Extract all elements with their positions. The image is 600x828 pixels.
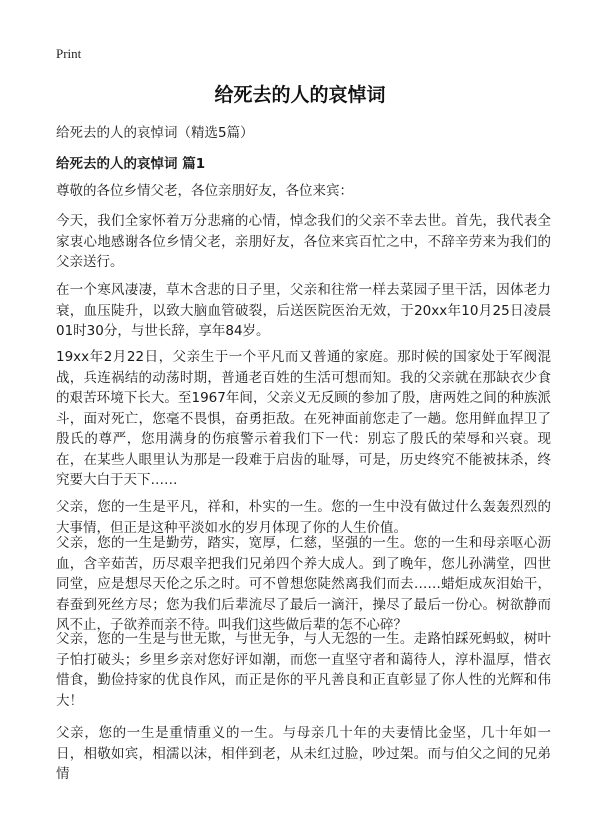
paragraph: 在一个寒风凄凄，草木含悲的日子里，父亲和往常一样去菜园子里干活，因体老力衰，血压陡升，以致大脑血管破裂，后送医院医治无效，于20xx年10月25日凌晨01时30分，与世长辞，享年84岁。 (56, 282, 551, 339)
document-title: 给死去的人的哀悼词 (214, 84, 386, 106)
paragraph: 父亲，您的一生是重情重义的一生。与母亲几十年的夫妻情比金坚，几十年如一日，相敬如宾，相濡以沫，相伴到老，从未红过脸，吵过架。而与伯父之间的兄弟情 (56, 725, 551, 782)
section-heading: 给死去的人的哀悼词 篇1 (56, 156, 206, 172)
paragraph: 父亲，您的一生是平凡，祥和，朴实的一生。您的一生中没有做过什么轰轰烈烈的大事情，但正是这种平淡如水的岁月体现了你的人生价值。 (56, 499, 551, 536)
paragraph: 19xx年2月22日，父亲生于一个平凡而又普通的家庭。那时候的国家处于军阀混战，兵连祸结的动荡时期，普通老百姓的生活可想而知。我的父亲就在那缺衣少食的艰苦环境下长大。至1967年间，父亲义无反顾的参加了殷，唐两姓之间的种族派斗，面对死亡，您毫不畏惧，奋勇拒敌。在死神面前您走了一趟。您用鲜血捍卫了殷氏的尊严，您用满身的伤痕警示着我们下一代：别忘了殷氏的荣辱和兴衰。现在，在某些人眼里认为那是一段难于启齿的耻辱，可是，历史终究不能被抹杀，终究要大白于天下…… (56, 349, 551, 488)
paragraph-greeting: 尊敬的各位乡情父老，各位亲朋好友，各位来宾： (56, 183, 353, 199)
print-label: Print (56, 46, 82, 61)
paragraph: 父亲，您的一生是勤劳，踏实，宽厚，仁慈，坚强的一生。您的一生和母亲呕心沥血，含辛茹苦，历尽艰辛把我们兄弟四个养大成人。到了晚年，您儿孙满堂，四世同堂，应是想尽天伦之乐之时。可不曾想您陡然离我们而去……蜡炬成灰泪始干，春蚕到死丝方尽；您为我们后辈流尽了最后一滴汗，操尽了最后一份心。树欲静而风不止，子欲养而亲不待。叫我们这些做后辈的怎不心碎？ (56, 535, 551, 633)
paragraph: 父亲，您的一生是与世无欺，与世无争，与人无怨的一生。走路怕踩死蚂蚁，树叶子怕打破头；乡里乡亲对您好评如潮，而您一直坚守者和蔼待人，淳朴温厚，惜衣惜食，勤俭持家的优良作风，而正是你的平凡善良和正直彰显了你人性的光辉和伟大！ (56, 631, 551, 709)
document-subtitle: 给死去的人的哀悼词（精选5篇） (56, 125, 254, 141)
paragraph: 今天，我们全家怀着万分悲痛的心情，悼念我们的父亲不幸去世。首先，我代表全家衷心地感谢各位乡情父老，亲朋好友，各位来宾百忙之中，不辞辛劳来为我们的父亲送行。 (56, 213, 551, 270)
